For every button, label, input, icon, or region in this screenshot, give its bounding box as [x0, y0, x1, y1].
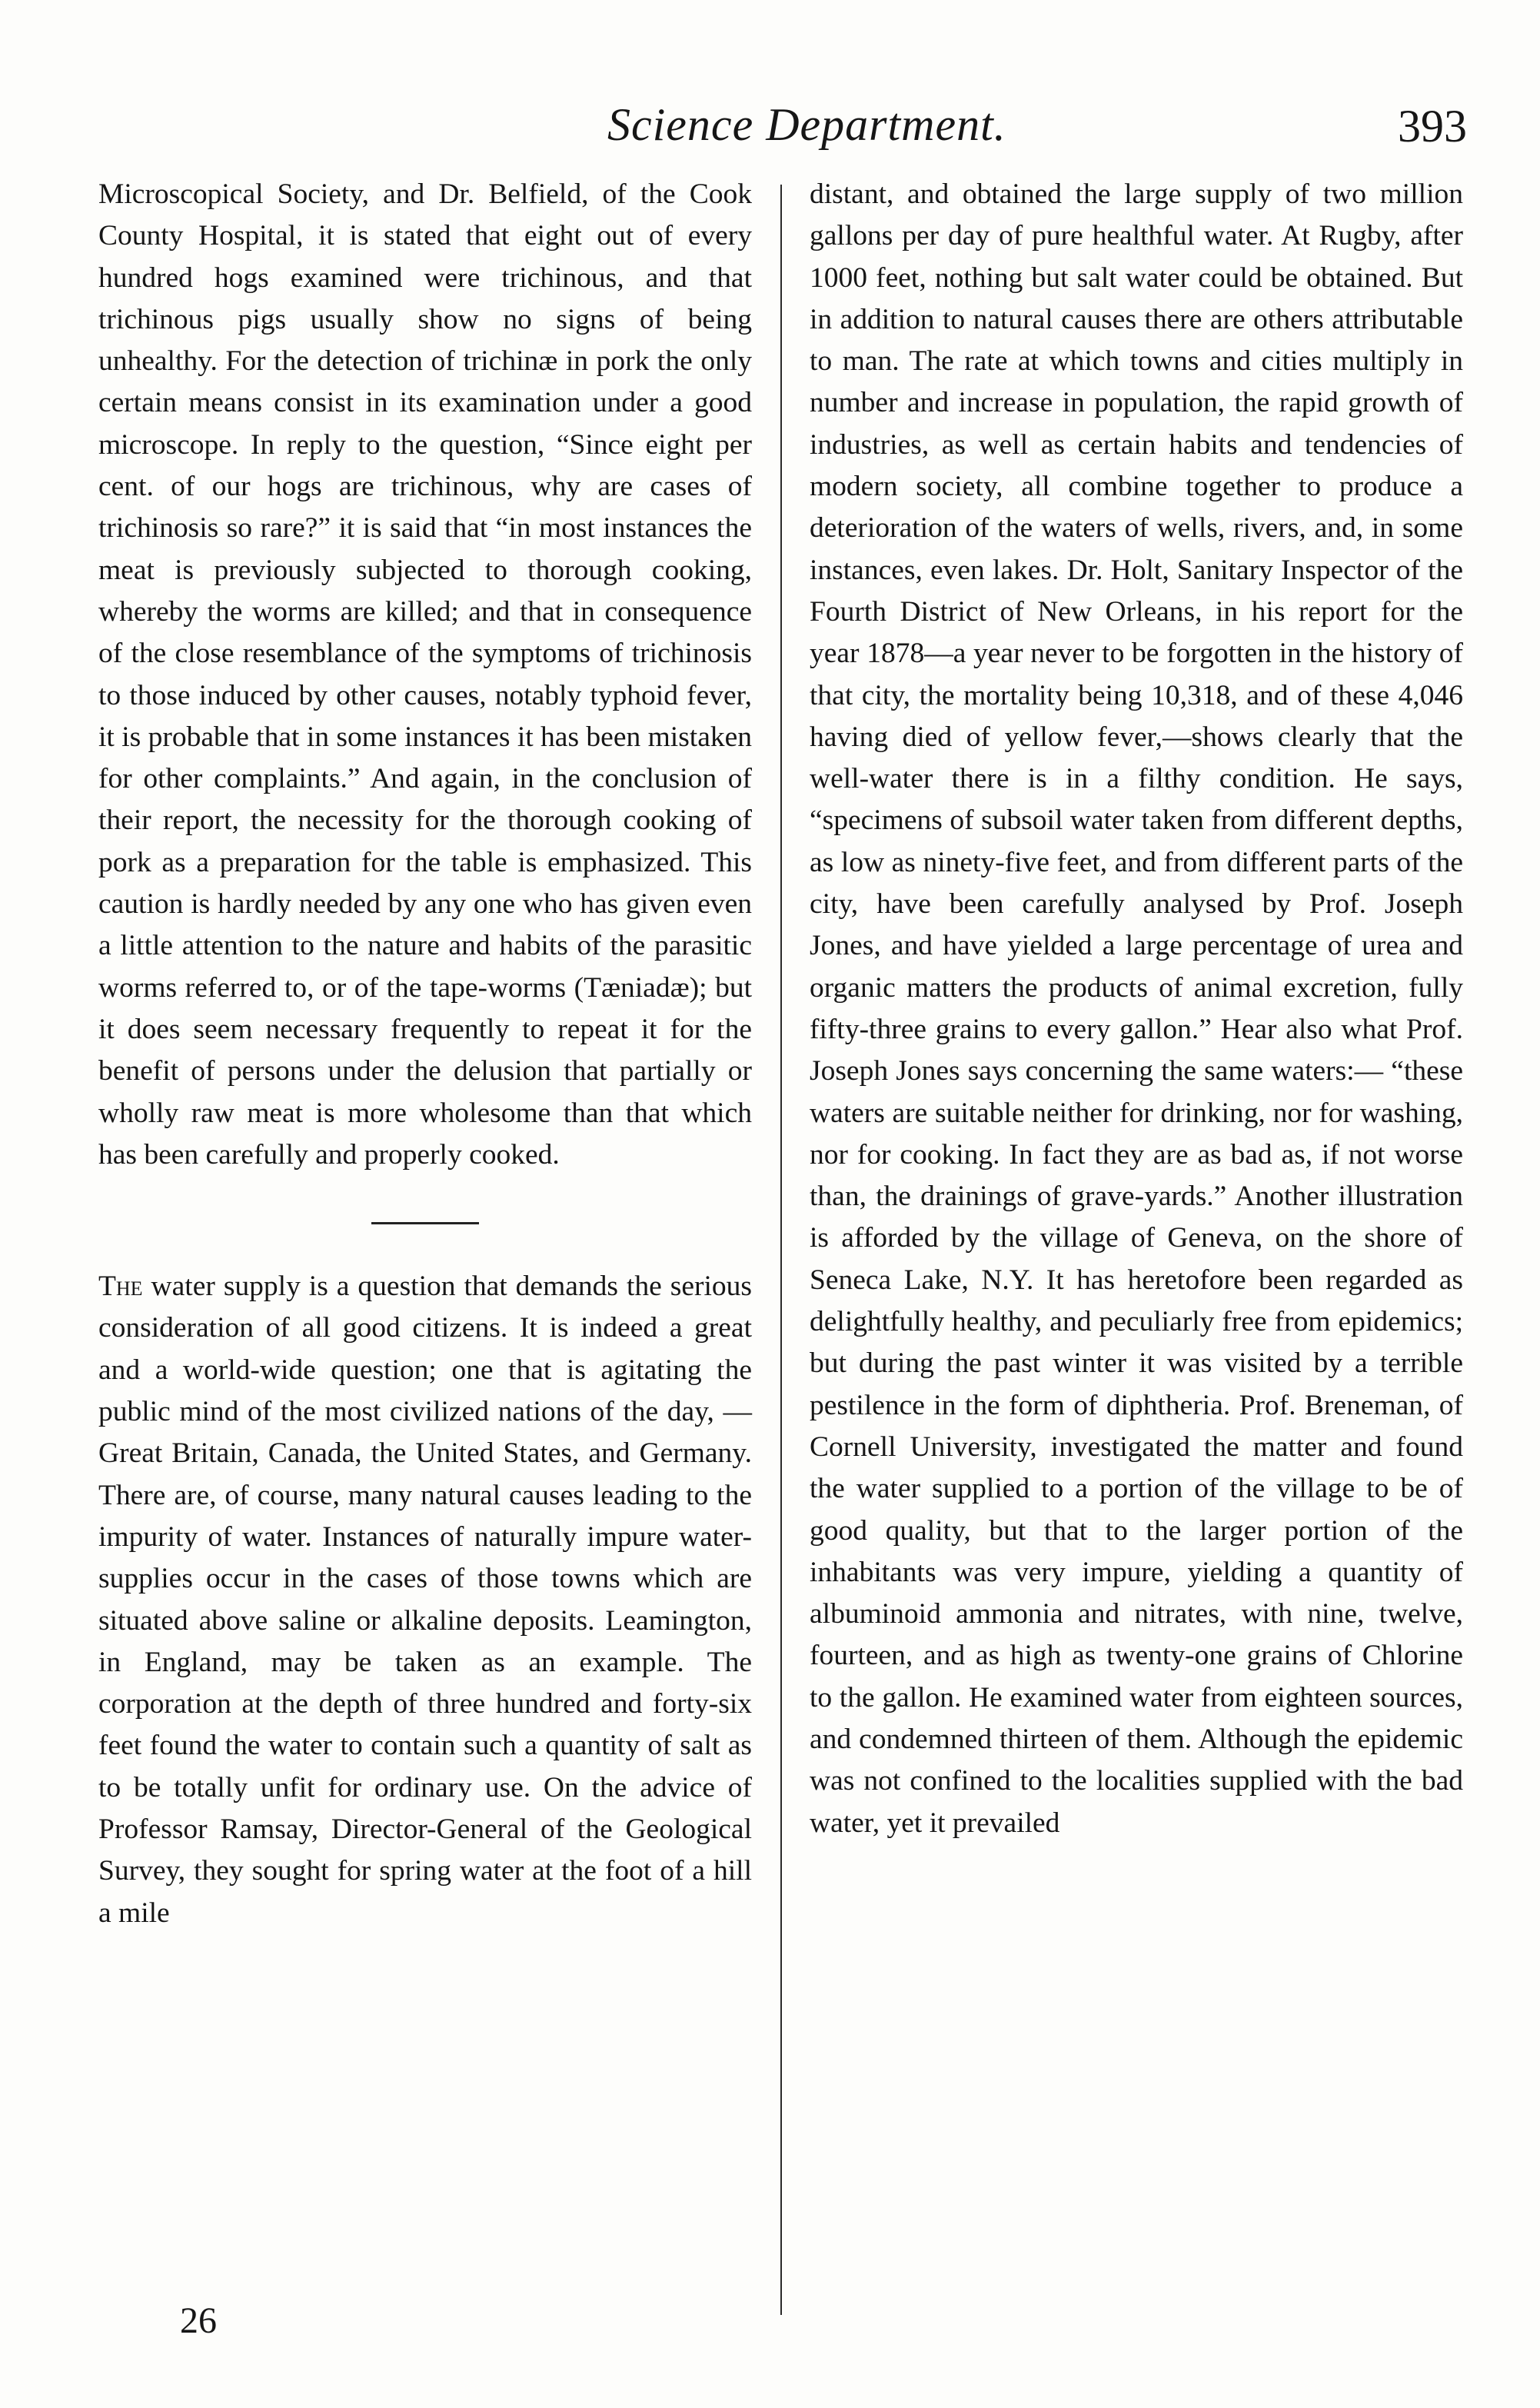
page-number: 393 [1398, 101, 1467, 152]
paragraph-water-supply [98, 1266, 752, 1934]
signature-mark: 26 [180, 2300, 217, 2341]
running-head: Science Department. [607, 99, 1006, 150]
paragraph-trichinosis: Microscopical Society, and Dr. Belfield, of the Cook County Hospital, it is stated that eight out of every hundred hogs examined were trichinous, and that trichinous pigs usually show no signs of being unhealthy. For the detection of trichinæ in pork the only certain means consist in its examination under a good microscope. In reply to the question, “Since eight per cent. of our hogs are trichinous, why are cases of trichinosis so rare?” it is said that “in most instances the meat is previously subjected to thorough cooking, whereby the worms are killed; and that in consequence of the close resemblance of the symptoms of trichinosis to those induced by other causes, notably typhoid fever, it is probable that in some instances it has been mistaken for other complaints.” And again, in the conclusion of their report, the necessity for the thorough cooking of pork as a preparation for the table is emphasized. This caution is hardly needed by any one who has given even a little attention to the nature and habits of the parasitic worms referred to, or of the tape-worms (Tæniadæ); but it does seem necessary frequently to repeat it for the benefit of persons under the delusion that partially or wholly raw meat is more wholesome than that which has been carefully and properly cooked. [98, 178, 752, 1171]
left-column [98, 174, 752, 1934]
section-divider [371, 1222, 479, 1224]
column-rule [780, 185, 782, 2315]
paragraph-lead-word: The [98, 1271, 143, 1303]
paragraph-water-continued: distant, and obtained the large supply of two million gallons per day of pure healthful water. At Rugby, after 1000 feet, nothing but salt water could be obtained. But in addition to natural causes there are others attributable to man. The rate at which towns and cities multiply in number and increase in population, the rapid growth of industries, as well as certain habits and tendencies of modern society, all combine together to produce a deterioration of the waters of wells, rivers, and, in some instances, even lakes. Dr. Holt, Sanitary Inspector of the Fourth District of New Orleans, in his report for the year 1878—a year never to be forgotten in the history of that city, the mortality being 10,318, and of these 4,046 having died of yellow fever,—shows clearly that the well-water there is in a filthy condition. He says, “specimens of subsoil water taken from different depths, as low as ninety-five feet, and from different parts of the city, have been carefully analysed by Prof. Joseph Jones, and have yielded a large percentage of urea and organic matters the products of animal excretion, fully fifty-three grains to every gallon.” Hear also what Prof. Joseph Jones says concerning the same waters:— “these waters are suitable neither for drinking, nor for washing, nor for cooking. In fact they are as bad as, if not worse than, the drainings of grave-yards.” Another illustration is afforded by the village of Geneva, on the shore of Seneca Lake, N.Y. It has heretofore been regarded as delightfully healthy, and peculiarly free from epidemics; but during the past winter it was visited by a terrible pestilence in the form of diphtheria. Prof. Breneman, of Cornell University, investigated the matter and found the water supplied to a portion of the village to be of good quality, but that to the larger portion of the inhabitants was very impure, yielding a quantity of albuminoid ammonia and nitrates, with nine, twelve, fourteen, and as high as twenty-one grains of Chlorine to the gallon. He examined water from eighteen sources, and condemned thirteen of them. Although the epidemic was not confined to the localities supplied with the bad water, yet it prevailed [810, 178, 1463, 1839]
right-column [810, 174, 1463, 1844]
paragraph-water-supply-text: water supply is a question that demands the serious consideration of all good citizens. It is indeed a great and a world-wide question; one that is agitating the public mind of the most civilized nations of the day, —Great Britain, Canada, the United States, and Germany. There are, of course, many natural causes leading to the impurity of water. Instances of naturally impure water-supplies occur in the cases of those towns which are situated above saline or alkaline deposits. Leamington, in England, may be taken as an example. The corporation at the depth of three hundred and forty-six feet found the water to contain such a quantity of salt as to be totally unfit for ordinary use. On the advice of Professor Ramsay, Director-General of the Geological Survey, they sought for spring water at the foot of a hill a mile [98, 1271, 752, 1929]
